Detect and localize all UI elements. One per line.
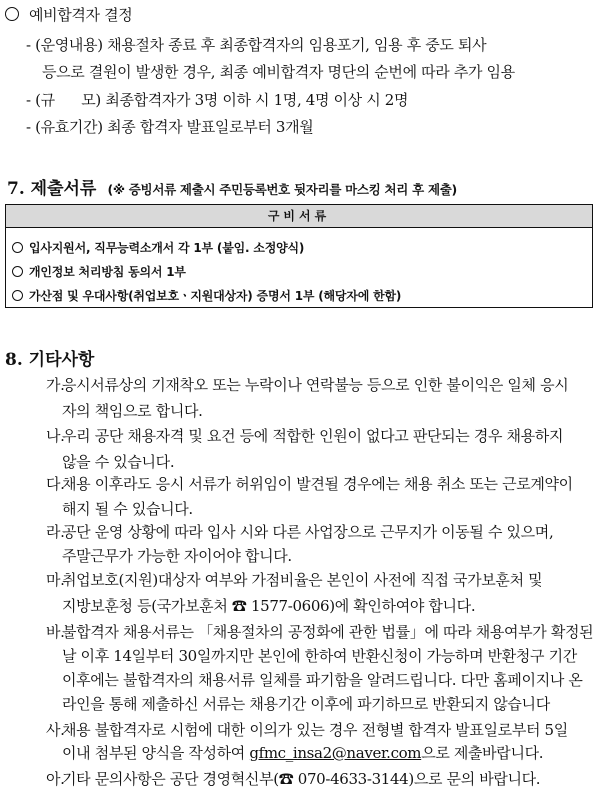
note-mark: 다. [46,475,65,493]
note-line: 응시서류상의 기재착오 또는 누락이나 연락불능 등으로 인한 불이익은 일체 응시 [62,376,569,394]
note-mark: 사. [46,721,65,739]
note-line: 날 이후 14일부터 30일까지만 본인에 한하여 반환신청이 가능하며 반환청구 기간 [62,647,577,665]
note-line: 자의 책임으로 합니다. [62,402,203,420]
reserve-heading [5,4,132,25]
reserve-line: - (운영내용) 채용절차 종료 후 최종합격자의 임용포기, 임용 후 중도 퇴사 [26,36,487,54]
section-7-title: 7. 제출서류 [7,179,97,199]
note-line-with-email: 이내 첨부된 양식을 작성하여 gfmc_insa2@naver.com으로 제출바랍니다. [62,744,544,762]
note-mark: 라. [46,523,65,541]
note-line: 채용 이후라도 응시 서류가 허위임이 발견될 경우에는 채용 취소 또는 근로계약이 [62,475,573,493]
documents-table [5,204,593,308]
reserve-line: 등으로 결원이 발생한 경우, 최종 예비합격자 명단의 순번에 따라 추가 임용 [42,63,515,81]
note-line: 불합격자 채용서류는 「채용절차의 공정화에 관한 법률」에 따라 채용여부가 확정된 [62,623,594,641]
note-mark: 가. [46,376,65,394]
circle-bullet-icon [5,7,19,21]
documents-table-header: 구비서류 [6,205,592,228]
note-line: 라인을 통해 제출하신 서류는 채용기간 이후에 파기하므로 반환되지 않습니다 [62,695,550,713]
circle-bullet-icon [12,290,23,301]
documents-table-row: 입사지원서, 직무능력소개서 각 1부 (붙임. 소정양식) [12,239,304,256]
note-line: 기타 문의사항은 공단 경영혁신부(☎ 070-4633-3144)으로 문의 바랍니다. [62,770,541,788]
note-line: 주말근무가 가능한 자이어야 합니다. [62,547,292,565]
note-line: 지방보훈청 등(국가보훈처 ☎ 1577-0606)에 확인하여야 합니다. [62,597,476,615]
section-8-title: 8. 기타사항 [5,350,95,370]
note-line: 공단 운영 상황에 따라 입사 시와 다른 사업장으로 근무지가 이동될 수 있으며, [62,523,554,541]
note-mark: 나. [46,427,65,445]
note-line: 우리 공단 채용자격 및 요건 등에 적합한 인원이 없다고 판단되는 경우 채용하지 [62,427,564,445]
documents-table-row: 개인정보 처리방침 동의서 1부 [12,263,186,280]
email-link[interactable]: gfmc_insa2@naver.com [249,744,422,762]
circle-bullet-icon [12,266,23,277]
note-line: 않을 수 있습니다. [62,453,175,471]
reserve-line: - (규 모) 최종합격자가 3명 이하 시 1명, 4명 이상 시 2명 [26,91,409,109]
note-line: 채용 불합격자로 시험에 대한 이의가 있는 경우 전형별 합격자 발표일로부터 5일 [62,721,568,739]
note-mark: 바. [46,623,65,641]
note-mark: 마. [46,571,65,589]
reserve-title: 예비합격자 결정 [29,6,133,24]
note-line: 해지 될 수 있습니다. [62,500,193,518]
section-7-heading [7,174,457,199]
note-line: 취업보호(지원)대상자 여부와 가점비율은 본인이 사전에 직접 국가보훈처 및 [62,571,543,589]
reserve-line: - (유효기간) 최종 합격자 발표일로부터 3개월 [26,118,314,136]
note-line: 이후에는 불합격자의 채용서류 일체를 파기함을 알려드립니다. 다만 홈페이지나 온 [62,671,583,689]
note-mark: 아. [46,770,65,788]
circle-bullet-icon [12,242,23,253]
section-7-note: (※ 증빙서류 제출시 주민등록번호 뒷자리를 마스킹 처리 후 제출) [107,182,457,197]
documents-table-row: 가산점 및 우대사항(취업보호ㆍ지원대상자) 증명서 1부 (해당자에 한함) [12,287,401,304]
